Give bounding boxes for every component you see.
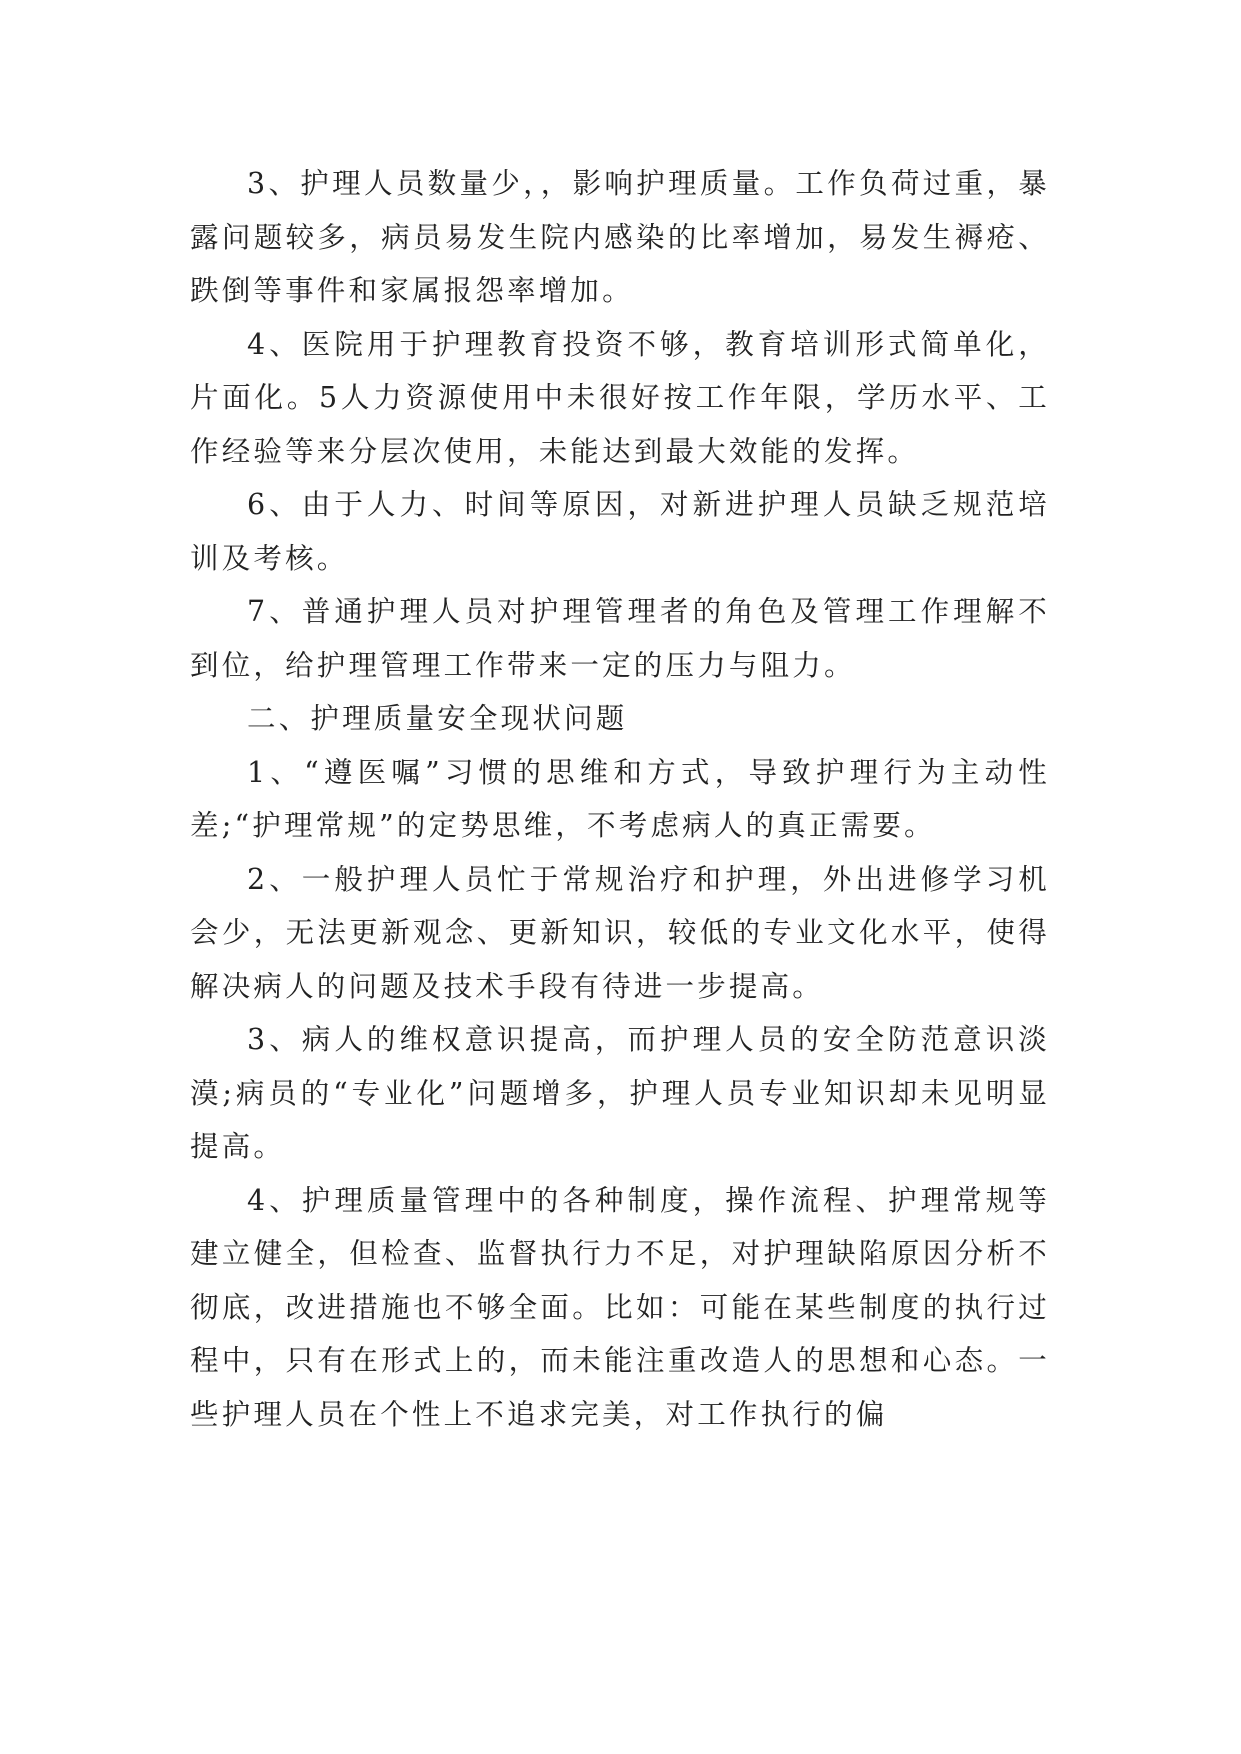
paragraph-management-understanding: 7、普通护理人员对护理管理者的角色及管理工作理解不到位，给护理管理工作带来一定的压力与阻力。 (190, 595, 1050, 682)
paragraph-staff-shortage: 3、护理人员数量少，，影响护理质量。工作负荷过重，暴露问题较多，病员易发生院内感染的比率增加，易发生褥疮、跌倒等事件和家属报怨率增加。 (190, 167, 1050, 307)
paragraph-quality-management-systems: 4、护理质量管理中的各种制度，操作流程、护理常规等建立健全，但检查、监督执行力不足，对护理缺陷原因分析不彻底，改进措施也不够全面。比如：可能在某些制度的执行过程中，只有在形式上的，而未能注重改造人的思想和心态。一些护理人员在个性上不追求完美，对工作执行的偏 (190, 1183, 1050, 1431)
section-heading-quality-safety: 二、护理质量安全现状问题 (247, 702, 628, 735)
paragraph-education-investment: 4、医院用于护理教育投资不够，教育培训形式简单化，片面化。5人力资源使用中未很好按工作年限，学历水平、工作经验等来分层次使用，未能达到最大效能的发挥。 (190, 327, 1050, 468)
paragraph-doctor-orders-thinking: 1、“遵医嘱”习惯的思维和方式，导致护理行为主动性差;“护理常规”的定势思维，不考虑病人的真正需要。 (190, 755, 1050, 842)
paragraph-patient-rights-awareness: 3、病人的维权意识提高，而护理人员的安全防范意识淡漠;病员的“专业化”问题增多，护理人员专业知识却未见明显提高。 (190, 1023, 1050, 1163)
paragraph-new-staff-training: 6、由于人力、时间等原因，对新进护理人员缺乏规范培训及考核。 (190, 488, 1050, 575)
paragraph-routine-work-learning: 2、一般护理人员忙于常规治疗和护理，外出进修学习机会少，无法更新观念、更新知识，较低的专业文化水平，使得解决病人的问题及技术手段有待进一步提高。 (190, 862, 1050, 1003)
document-body (190, 157, 1050, 1441)
